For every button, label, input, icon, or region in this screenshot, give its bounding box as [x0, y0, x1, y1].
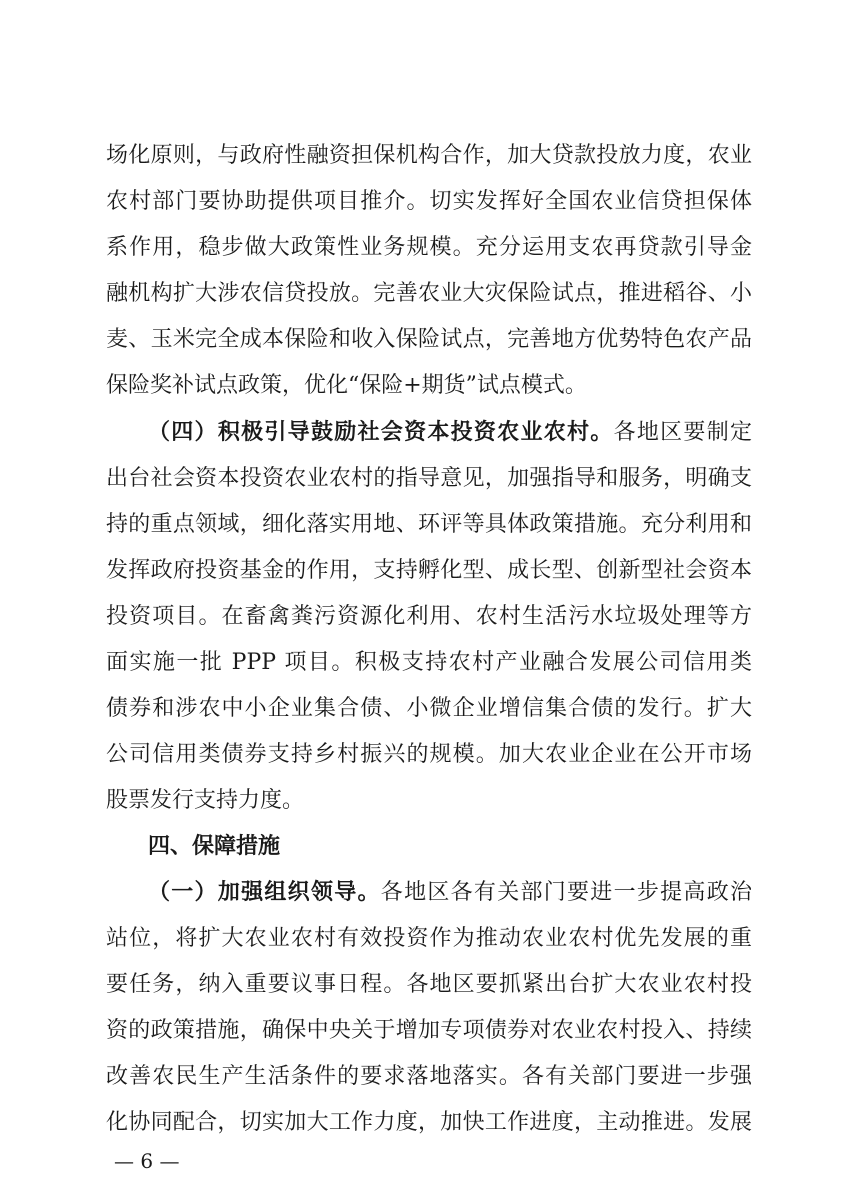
paragraph-heading: （四）积极引导鼓励社会资本投资农业农村。 — [148, 420, 614, 445]
body-text-line: 资的政策措施，确保中央关于增加专项债券对农业农村投入、持续 — [106, 1018, 752, 1043]
paragraph-first-line — [148, 876, 752, 910]
paragraph-heading: （一）加强组织领导。 — [148, 880, 381, 905]
body-text-line: 融机构扩大涉农信贷投放。完善农业大灾保险试点，推进稻谷、小 — [106, 281, 752, 306]
body-text-line: 投资项目。在畜禽粪污资源化利用、农村生活污水垃圾处理等方 — [106, 604, 752, 629]
body-text-line: 发挥政府投资基金的作用，支持孵化型、成长型、创新型社会资本 — [106, 558, 752, 583]
body-text-line: 麦、玉米完全成本保险和收入保险试点，完善地方优势特色农产品 — [106, 327, 752, 352]
section-heading: 四、保障措施 — [148, 834, 281, 859]
body-text-line: 站位，将扩大农业农村有效投资作为推动农业农村优先发展的重 — [106, 926, 752, 951]
paragraph-first-line — [148, 416, 752, 450]
body-text-line: 系作用，稳步做大政策性业务规模。充分运用支农再贷款引导金 — [106, 235, 752, 260]
body-text-line: 保险奖补试点政策，优化“保险+期货”试点模式。 — [106, 373, 587, 398]
body-text-line: 面实施一批 PPP 项目。积极支持农村产业融合发展公司信用类 — [106, 650, 752, 675]
body-text-line: 化协同配合，切实加大工作力度，加快工作进度，主动推进。发展 — [106, 1110, 752, 1135]
body-text-line: 要任务，纳入重要议事日程。各地区要抓紧出台扩大农业农村投 — [106, 972, 752, 997]
body-text-line: 股票发行支持力度。 — [106, 788, 305, 813]
paragraph-text: 各地区各有关部门要进一步提高政治 — [380, 880, 752, 905]
body-text-line: 场化原则，与政府性融资担保机构合作，加大贷款投放力度，农业 — [106, 143, 752, 168]
page-number: — 6 — — [114, 1149, 180, 1173]
body-text-line: 债券和涉农中小企业集合债、小微企业增信集合债的发行。扩大 — [106, 696, 752, 721]
paragraph-text: 各地区要制定 — [613, 420, 752, 445]
body-text-line: 公司信用类债券支持乡村振兴的规模。加大农业企业在公开市场 — [106, 742, 752, 767]
body-text-line: 持的重点领域，细化落实用地、环评等具体政策措施。充分利用和 — [106, 512, 752, 537]
body-text-line: 农村部门要协助提供项目推介。切实发挥好全国农业信贷担保体 — [106, 189, 752, 214]
body-text-line: 改善农民生产生活条件的要求落地落实。各有关部门要进一步强 — [106, 1064, 752, 1089]
body-text-line: 出台社会资本投资农业农村的指导意见，加强指导和服务，明确支 — [106, 466, 752, 491]
